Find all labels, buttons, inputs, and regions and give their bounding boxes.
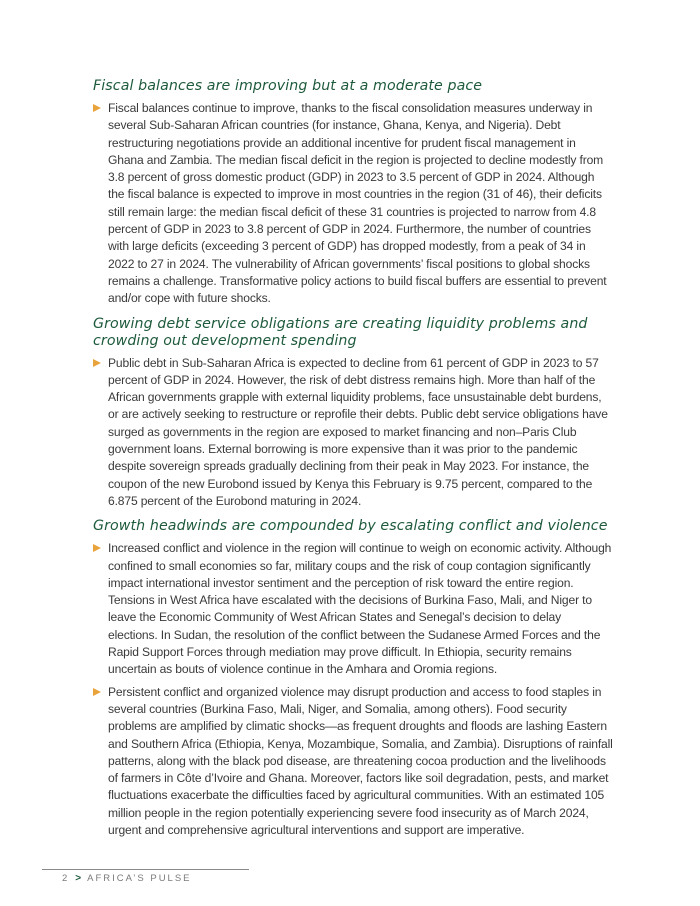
section-heading: Growing debt service obligations are creating liquidity problems and crowding out development spending bbox=[93, 315, 588, 349]
bullet-paragraph bbox=[93, 684, 613, 840]
publication-title: AFRICA’S PULSE bbox=[87, 873, 192, 884]
section-debt-service bbox=[93, 316, 613, 511]
bullet-text: Increased conflict and violence in the region will continue to weigh on economic activity. Although confined to small economies so far, military coups and the risk of coup contagion significantly impact international investor sentiment and the perception of risk toward the entire region. Tensions in West Africa have escalated with the decisions of Burkina Faso, Mali, and Niger to leave the Economic Community of West African States and Senegal’s decision to delay elections. In Sudan, the resolution of the conflict between the Sudanese Armed Forces and the Rapid Support Forces through mediation may prove difficult. In Ethiopia, security remains uncertain as bouts of violence continue in the Amhara and Oromia regions. bbox=[108, 541, 612, 677]
page-content bbox=[93, 78, 613, 847]
triangle-bullet-icon bbox=[93, 104, 101, 112]
section-heading: Growth headwinds are compounded by escalating conflict and violence bbox=[93, 518, 608, 535]
bullet-text: Persistent conflict and organized violence may disrupt production and access to food staples in several countries (Burkina Faso, Mali, Niger, and Somalia, among others). Food security problems are amplified by climatic shocks—as frequent droughts and floods are lashing Eastern and Southern Africa (Ethiopia, Kenya, Mozambique, Somalia, and Zambia). Disruptions of rainfall patterns, along with the black pod disease, are threatening cocoa production and the livelihoods of farmers in Côte d’Ivoire and Ghana. Moreover, factors like soil degradation, pests, and market fluctuations exacerbate the difficulties faced by agricultural communities. With an estimated 105 million people in the region potentially experiencing severe food insecurity as of March 2024, urgent and comprehensive agricultural interventions and support are imperative. bbox=[108, 684, 613, 837]
triangle-bullet-icon bbox=[93, 688, 101, 696]
triangle-bullet-icon bbox=[93, 544, 101, 552]
triangle-bullet-icon bbox=[93, 359, 101, 367]
page-number: 2 bbox=[62, 873, 70, 884]
bullet-paragraph bbox=[93, 355, 613, 511]
bullet-text: Fiscal balances continue to improve, thanks to the fiscal consolidation measures underway in several Sub-Saharan African countries (for instance, Ghana, Kenya, and Nigeria). Debt restructuring negotiations provide an additional incentive for prudent fiscal management in Ghana and Zambia. The median fiscal deficit in the region is projected to decline modestly from 3.8 percent of gross domestic product (GDP) in 2023 to 3.5 percent of GDP in 2024. Although the fiscal balance is expected to improve in most countries in the region (31 of 46), their deficits still remain large: the median fiscal deficit of these 31 countries is projected to narrow from 4.8 percent of GDP in 2023 to 3.8 percent of GDP in 2024. Furthermore, the number of countries with large deficits (exceeding 3 percent of GDP) has dropped modestly, from a peak of 34 in 2022 to 27 in 2024. The vulnerability of African governments’ fiscal positions to global shocks remains a challenge. Transformative policy actions to build fiscal buffers are essential to prevent and/or cope with future shocks. bbox=[108, 101, 607, 306]
bullet-paragraph bbox=[93, 540, 613, 678]
page-footer bbox=[62, 873, 192, 884]
section-conflict-violence bbox=[93, 518, 613, 839]
chevron-right-icon: > bbox=[75, 873, 82, 884]
footer-divider bbox=[42, 869, 249, 870]
bullet-paragraph bbox=[93, 100, 613, 308]
bullet-text: Public debt in Sub-Saharan Africa is expected to decline from 61 percent of GDP in 2023 to 57 percent of GDP in 2024. However, the risk of debt distress remains high. More than half of the African governments grapple with external liquidity problems, face unsustainable debt burdens, or are actively seeking to restructure or reprofile their debts. Public debt service obligations have surged as governments in the region are exposed to market financing and non–Paris Club government loans. External borrowing is more expensive than it was prior to the pandemic despite sovereign spreads gradually declining from their peak in May 2023. For instance, the coupon of the new Eurobond issued by Kenya this February is 9.75 percent, compared to the 6.875 percent of the Eurobond maturing in 2024. bbox=[108, 355, 608, 508]
section-fiscal-balances bbox=[93, 78, 613, 308]
section-heading: Fiscal balances are improving but at a moderate pace bbox=[93, 78, 483, 94]
